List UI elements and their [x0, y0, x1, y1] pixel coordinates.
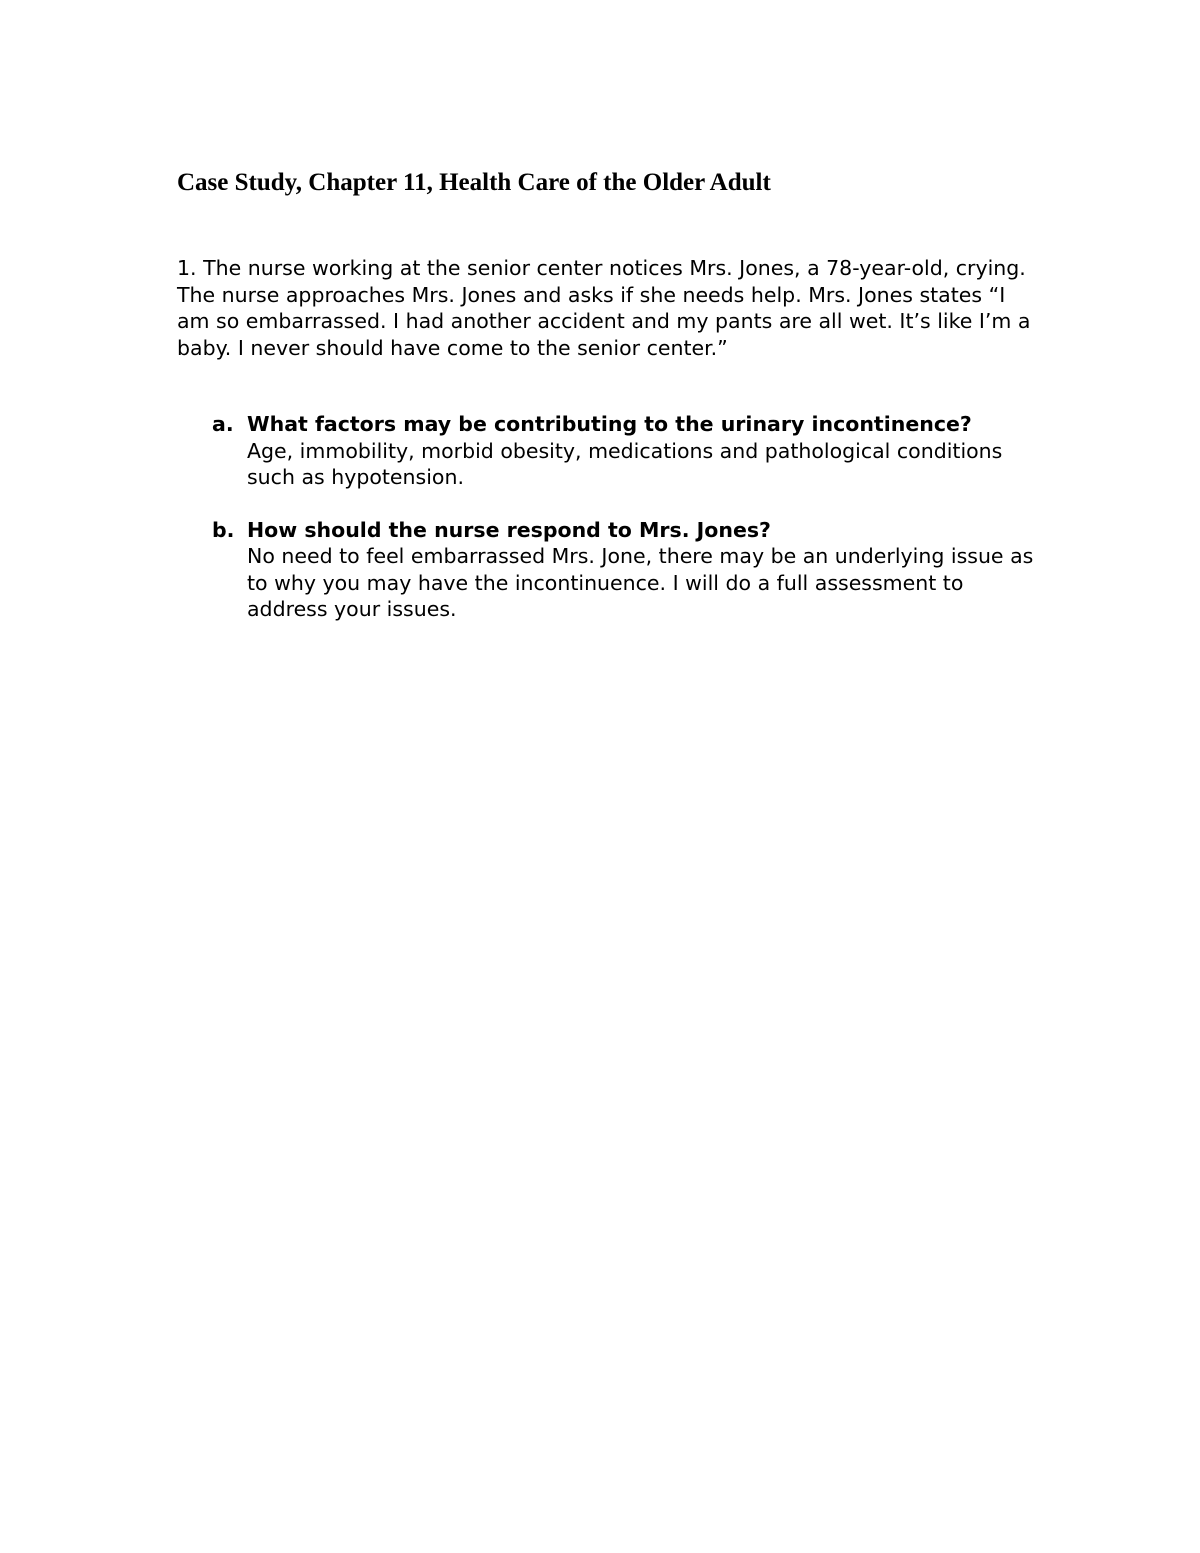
- question-item-a: [212, 411, 1042, 491]
- question-marker: a.: [212, 412, 234, 436]
- question-text: How should the nurse respond to Mrs. Jones?: [247, 517, 771, 542]
- question-marker: b.: [212, 517, 235, 542]
- question-item-b: [212, 517, 1042, 623]
- question-text: What factors may be contributing to the urinary incontinence?: [247, 412, 972, 436]
- answer-text: Age, immobility, morbid obesity, medications and pathological conditions such as hypotension.: [247, 438, 1003, 489]
- question-list: [212, 411, 1042, 649]
- case-scenario-paragraph: 1. The nurse working at the senior center notices Mrs. Jones, a 78-year-old, crying. The nurse approaches Mrs. Jones and asks if she needs help. Mrs. Jones states “I am so embarrassed. I had another accident and my pants are all wet. It’s like I’m a baby. I never should have come to the senior center.”: [177, 256, 1031, 360]
- document-title: Case Study, Chapter 11, Health Care of the Older Adult: [177, 169, 771, 196]
- answer-text: No need to feel embarrassed Mrs. Jone, there may be an underlying issue as to why you may have the incontinuence. I will do a full assessment to address your issues.: [247, 544, 1034, 621]
